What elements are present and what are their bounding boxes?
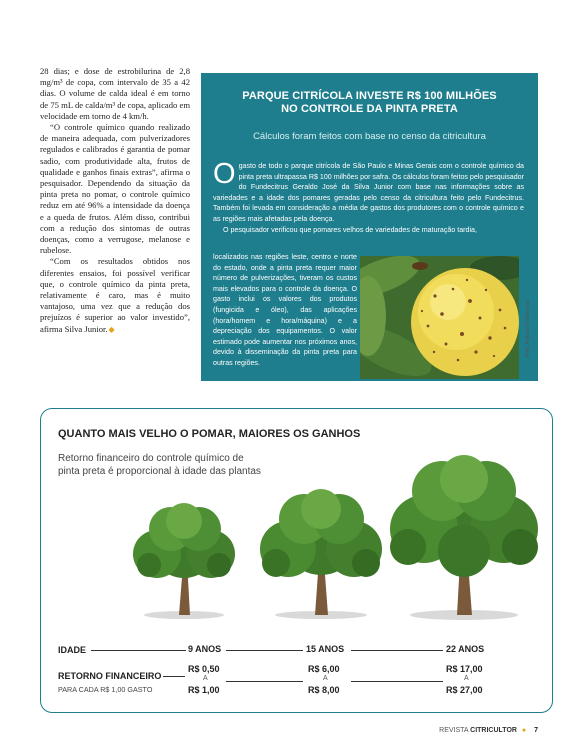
divider-line bbox=[163, 676, 185, 677]
tree-age: 22 ANOS bbox=[446, 644, 485, 654]
orange-with-black-spot-photo bbox=[360, 256, 519, 379]
infographic-title: QUANTO MAIS VELHO O POMAR, MAIORES OS GANHOS bbox=[58, 428, 361, 440]
tree-22-years-icon bbox=[378, 451, 550, 621]
sidebar-paragraph-text: gasto de todo o parque citrícola de São Paulo e Minas Gerais com o controle químico da pinta preta ultrapassa R$ 100 milhões por safra. Os cálculos foram feitos pelo pesquisador do Fundecitrus Geraldo José da Silva Junior com base nas informações sobre as variedades e a idade dos pomares geradas pelo censo da citricultura feito pelo Fundecitrus. Também foi levada em consideração a média de gastos dos produtores com o controle químico e as regiões mais afetadas pela doença. bbox=[213, 162, 524, 223]
tree-age: 9 ANOS bbox=[188, 644, 222, 654]
range-separator: A bbox=[203, 675, 208, 682]
range-separator: A bbox=[464, 675, 469, 682]
retorno-label: RETORNO FINANCEIRO bbox=[58, 671, 162, 681]
infographic-box bbox=[40, 408, 553, 713]
return-min: R$ 6,00 bbox=[308, 664, 340, 674]
return-max: R$ 8,00 bbox=[308, 685, 340, 695]
dropcap: O bbox=[213, 158, 236, 190]
orange-illustration bbox=[360, 256, 519, 379]
range-separator: A bbox=[323, 675, 328, 682]
article-paragraph: “O controle químico quando realizado de maneira adequada, com pulverizadores regulados e calibrados é garantia de pomar sadio, com produtividade alta, frutos de qualidade e ganhos finais extras”, afirma o pesquisador. Dependendo da situação da pinta preta no pomar, o controle químico reduz em até 96% a intensidade da doença e a queda de frutos. Além disso, contribui com a redução dos sintomas de outras doenças, como a verrugose, melanose e rubelose. bbox=[40, 122, 190, 256]
divider-line bbox=[226, 681, 303, 682]
return-max: R$ 27,00 bbox=[446, 685, 483, 695]
sidebar-title bbox=[221, 90, 518, 116]
article-paragraph-text: “Com os resultados obtidos nos diferentes ensaios, foi possível verificar que, o controle químico da pinta preta, relativamente é caro, mas é muito vantajoso, uma vez que a redução dos prejuízos é superior ao valor investido”, afirma Silva Junior. bbox=[40, 256, 190, 334]
sidebar-title-line: PARQUE CITRÍCOLA INVESTE R$ 100 MILHÕES bbox=[242, 90, 497, 102]
article-paragraph: 28 dias; e dose de estrobilurina de 2,8 mg/m³ de copa, com intervalo de 35 a 42 dias. O volume de calda ideal é em torno de 75 mL de calda/m³ de copa, aplicado em velocidade em torno de 4 km/h. bbox=[40, 66, 190, 121]
sidebar-box bbox=[201, 73, 538, 381]
infographic-description: Retorno financeiro do controle químico de pinta preta é proporcional à idade das plantas bbox=[58, 453, 261, 477]
return-min: R$ 17,00 bbox=[446, 664, 483, 674]
tree-15-years-icon bbox=[246, 487, 396, 621]
article-left-column bbox=[40, 66, 190, 335]
magazine-prefix: REVISTA bbox=[439, 727, 469, 734]
tree-9-years-icon bbox=[119, 499, 249, 621]
divider-line bbox=[351, 650, 443, 651]
sidebar-title-line: NO CONTROLE DA PINTA PRETA bbox=[281, 103, 458, 115]
end-of-article-icon: ◆ bbox=[108, 324, 115, 334]
footer-dot-icon: ● bbox=[521, 727, 527, 734]
photo-credit: Foto: Arquivo Fundecitrus bbox=[525, 300, 531, 357]
retorno-sub-label: PARA CADA R$ 1,00 GASTO bbox=[58, 685, 153, 694]
tree-age: 15 ANOS bbox=[306, 644, 345, 654]
sidebar-paragraph: localizados nas regiões leste, centro e norte do estado, onde a pinta preta requer maior número de pulverizações, tiveram os custos mais elevados para o controle da doença. O gasto inclui os valores dos produtos (fungicida e óleo), das aplicações (hora/homem e hora/máquina) e a depreciação dos equipamentos. O valor estimado pode aumentar nos próximos anos, devido à disseminação da pinta preta para outras regiões. bbox=[213, 253, 357, 367]
return-max: R$ 1,00 bbox=[188, 685, 220, 695]
page-footer bbox=[439, 727, 538, 734]
sidebar-body bbox=[213, 158, 524, 235]
sidebar-subtitle: Cálculos foram feitos com base no censo da citricultura bbox=[253, 131, 486, 142]
sidebar-paragraph: O pesquisador verificou que pomares velhos de variedades de maturação tardia, bbox=[223, 225, 477, 234]
return-min: R$ 0,50 bbox=[188, 664, 220, 674]
divider-line bbox=[351, 681, 443, 682]
magazine-name: CITRICULTOR bbox=[470, 727, 517, 734]
article-paragraph bbox=[40, 256, 190, 334]
sidebar-paragraph bbox=[213, 158, 524, 225]
divider-line bbox=[226, 650, 303, 651]
page-number: 7 bbox=[534, 727, 538, 734]
sidebar-lower-text bbox=[213, 252, 357, 369]
idade-label: IDADE bbox=[58, 645, 87, 655]
divider-line bbox=[91, 650, 186, 651]
